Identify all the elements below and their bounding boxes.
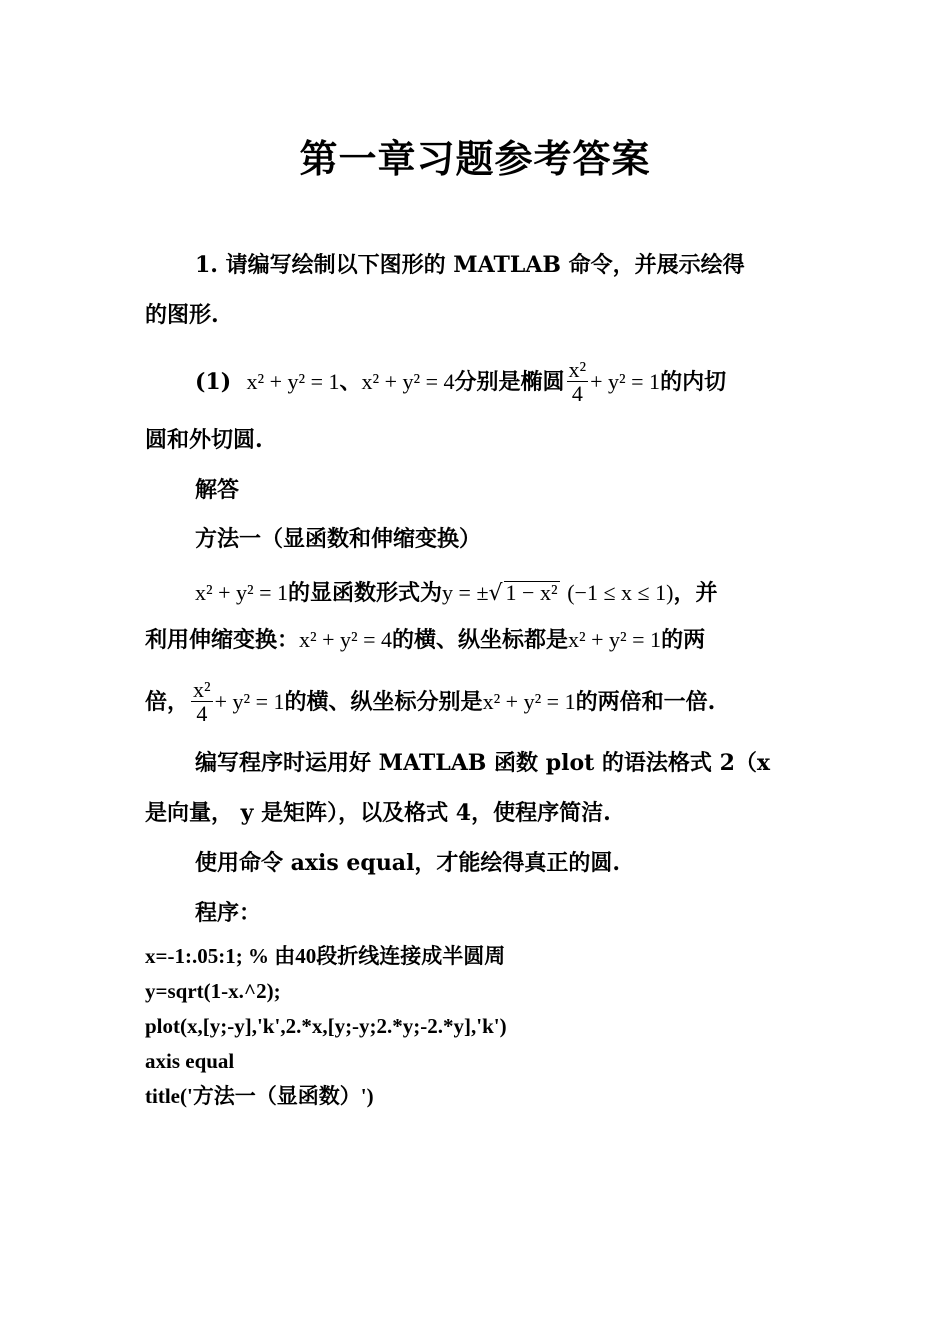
page-title: 第一章习题参考答案 bbox=[299, 137, 651, 181]
program-label: 程序： bbox=[195, 900, 262, 926]
text-and: ，并 bbox=[673, 580, 718, 606]
equation-circle-4: x² + y² = 4 bbox=[361, 369, 455, 394]
answer-label: 解答 bbox=[195, 477, 240, 503]
fraction-denominator: 4 bbox=[196, 700, 208, 726]
paragraph-3: 使用命令 axis equal，才能绘得真正的圆. bbox=[195, 850, 621, 876]
ellipse-fraction bbox=[567, 356, 589, 406]
text-ellipse-intro: 分别是椭圆 bbox=[454, 369, 565, 395]
code-line: plot(x,[y;-y],'k',2.*x,[y;-y;2.*y;-2.*y],'k') bbox=[145, 1014, 507, 1038]
text-inscribed: 的内切 bbox=[660, 369, 727, 395]
part-1-line-2: 圆和外切圆. bbox=[145, 427, 263, 453]
fraction-numerator: x² bbox=[568, 356, 587, 382]
code-line: y=sqrt(1-x.^2); bbox=[145, 979, 281, 1003]
code-line: title('方法一（显函数）') bbox=[145, 1084, 374, 1108]
text-times: 倍， bbox=[145, 689, 190, 715]
domain-range: (−1 ≤ x ≤ 1) bbox=[567, 580, 674, 605]
text-coords: 的横、纵坐标都是 bbox=[392, 627, 569, 653]
equation-y: y = ± bbox=[442, 580, 489, 605]
equation-circle-1: x² + y² = 1 bbox=[482, 689, 576, 714]
question-1-line-2: 的图形. bbox=[145, 302, 219, 328]
paragraph-2-line-2: 是向量， y 是矩阵），以及格式 4，使程序简洁. bbox=[145, 800, 611, 826]
ellipse-rest: + y² = 1 bbox=[214, 689, 285, 714]
text-double: 的两 bbox=[661, 627, 706, 653]
code-line: axis equal bbox=[145, 1049, 235, 1073]
question-1-line-1: 1. 请编写绘制以下图形的 MATLAB 命令，并展示绘得 bbox=[195, 252, 745, 278]
part-label: (1) bbox=[195, 369, 232, 395]
fraction-denominator: 4 bbox=[571, 380, 583, 406]
text-scaling: 利用伸缩变换： bbox=[145, 627, 300, 653]
equation-circle-1: x² + y² = 1 bbox=[246, 369, 340, 394]
equation-circle-4: x² + y² = 4 bbox=[299, 627, 393, 652]
method-1-heading: 方法一（显函数和伸缩变换） bbox=[195, 526, 482, 552]
equation-circle-1: x² + y² = 1 bbox=[195, 580, 289, 605]
part-1-line-1 bbox=[195, 352, 810, 412]
ellipse-rest: + y² = 1 bbox=[590, 369, 661, 394]
paragraph-2-line-1: 编写程序时运用好 MATLAB 函数 plot 的语法格式 2（x bbox=[195, 750, 771, 776]
paragraph-1-line-1: x² + y² = 1的显函数形式为y = ±√ 1 − x² (−1 ≤ x ≤ 1)，并 bbox=[195, 580, 718, 606]
code-line: x=-1:.05:1; % 由40段折线连接成半圆周 bbox=[145, 944, 506, 968]
fraction-numerator: x² bbox=[193, 676, 211, 702]
paragraph-1-line-2 bbox=[145, 625, 810, 655]
separator: 、 bbox=[339, 369, 362, 395]
sqrt-expression: 1 − x² bbox=[505, 580, 558, 605]
text-double-single: 的两倍和一倍. bbox=[575, 689, 716, 715]
equation-circle-1: x² + y² = 1 bbox=[568, 627, 662, 652]
text-explicit: 的显函数形式为 bbox=[288, 580, 443, 606]
paragraph-1-line-3 bbox=[145, 672, 810, 732]
ellipse-fraction bbox=[191, 676, 213, 726]
text-coords: 的横、纵坐标分别是 bbox=[284, 689, 483, 715]
